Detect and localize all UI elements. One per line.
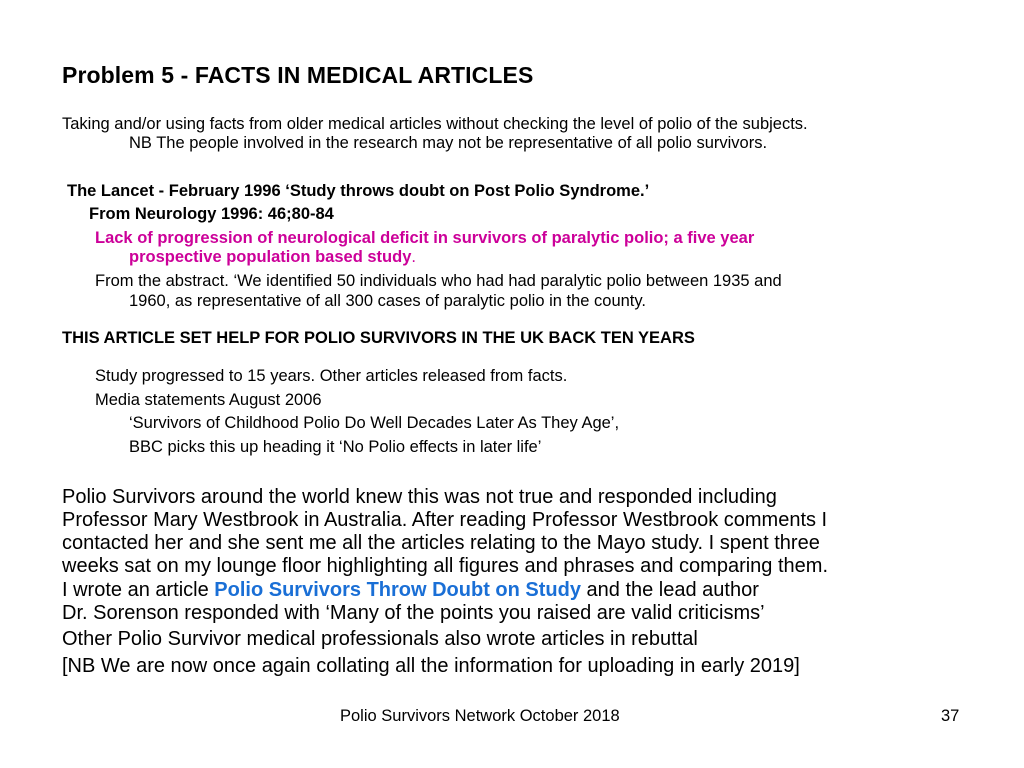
body-line-1: Polio Survivors around the world knew this was not true and responded including: [62, 486, 777, 508]
wrote-article-line: [62, 579, 759, 603]
lancet-heading: The Lancet - February 1996 ‘Study throws doubt on Post Polio Syndrome.’: [67, 182, 650, 200]
note-line: Study progressed to 15 years. Other articles released from facts.: [95, 367, 568, 385]
body-line-4: weeks sat on my lounge floor highlighting all figures and phrases and comparing them.: [62, 555, 828, 577]
article-link[interactable]: Polio Survivors Throw Doubt on Study: [214, 579, 581, 601]
article-title-line-2: [129, 248, 416, 267]
intro-line-2: NB The people involved in the research may not be representative of all polio survivors.: [129, 134, 768, 152]
article-title-period: .: [411, 248, 416, 266]
nb-line: [NB We are now once again collating all the information for uploading in early 2019]: [62, 655, 800, 677]
footer-text: Polio Survivors Network October 2018: [340, 707, 620, 725]
headline: THIS ARTICLE SET HELP FOR POLIO SURVIVORS IN THE UK BACK TEN YEARS: [62, 329, 695, 347]
slide-title: Problem 5 - FACTS IN MEDICAL ARTICLES: [62, 62, 534, 88]
note-line: ‘Survivors of Childhood Polio Do Well Decades Later As They Age’,: [129, 414, 620, 432]
body-line-2: Professor Mary Westbrook in Australia. After reading Professor Westbrook comments I: [62, 509, 828, 531]
neurology-reference: From Neurology 1996: 46;80-84: [89, 205, 334, 223]
page-number: 37: [941, 707, 960, 725]
article-title-line-2-text: prospective population based study: [129, 248, 412, 266]
wrote-prefix: I wrote an article: [62, 579, 215, 601]
body-line-3: contacted her and she sent me all the articles relating to the Mayo study. I spent three: [62, 532, 820, 554]
note-line: Media statements August 2006: [95, 391, 322, 409]
article-title-line-1: Lack of progression of neurological deficit in survivors of paralytic polio; a five year: [95, 229, 755, 247]
intro-line-1: Taking and/or using facts from older medical articles without checking the level of polio of the subjects.: [62, 115, 808, 133]
note-line: BBC picks this up heading it ‘No Polio effects in later life’: [129, 438, 542, 456]
abstract-line-2: 1960, as representative of all 300 cases of paralytic polio in the county.: [129, 292, 647, 310]
sorenson-line: Dr. Sorenson responded with ‘Many of the points you raised are valid criticisms’: [62, 602, 765, 624]
rebuttal-line: Other Polio Survivor medical professionals also wrote articles in rebuttal: [62, 628, 698, 650]
wrote-suffix: and the lead author: [580, 579, 759, 601]
abstract-line-1: From the abstract. ‘We identified 50 individuals who had had paralytic polio between 1935 and: [95, 272, 782, 290]
